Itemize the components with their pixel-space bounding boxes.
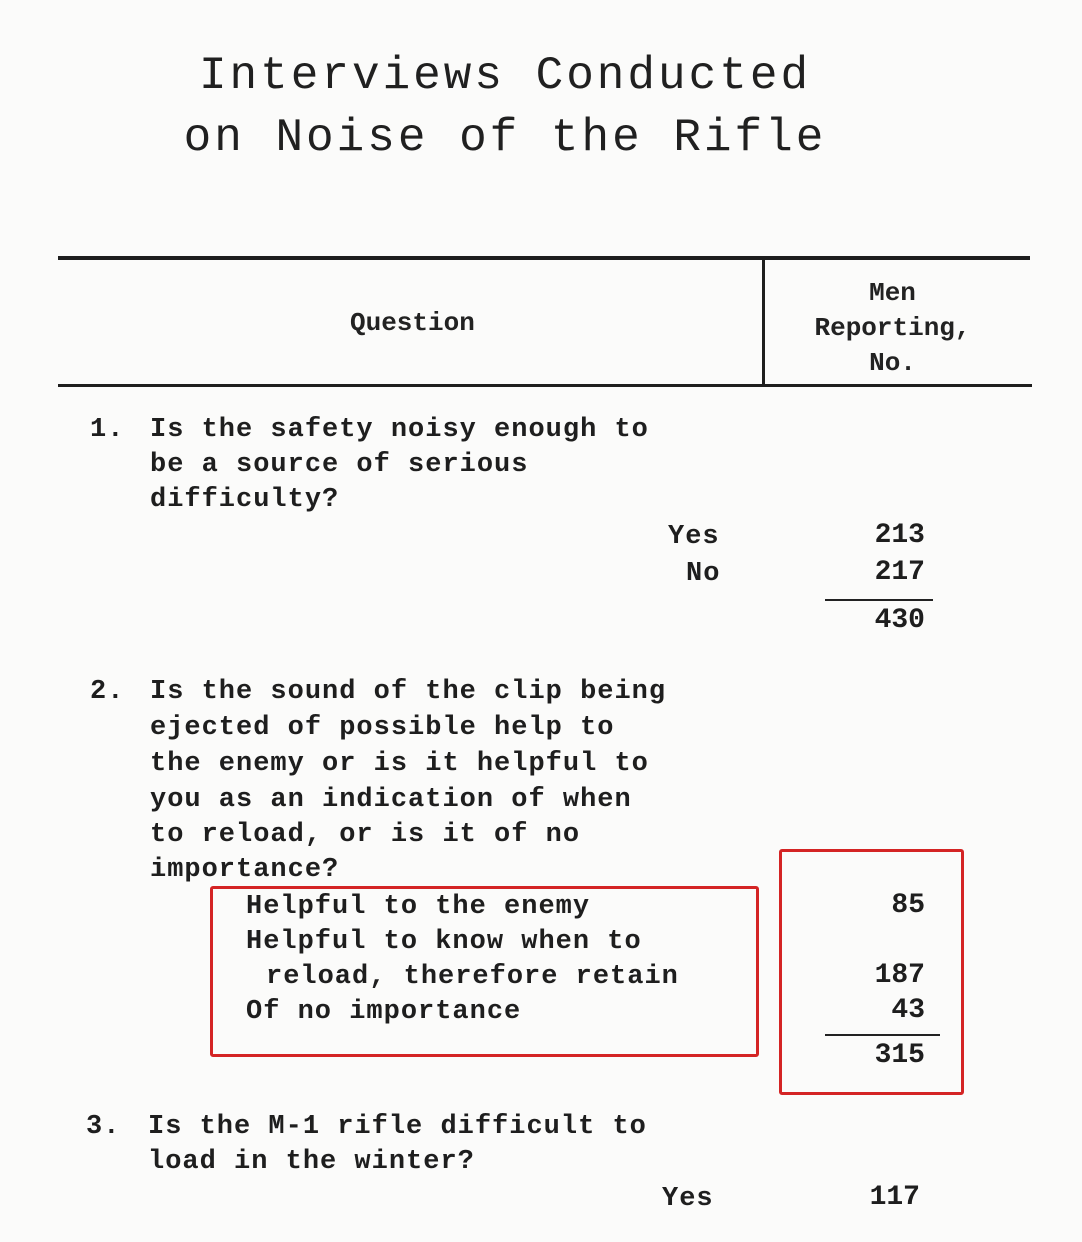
question-3-line-1: Is the M-1 rifle difficult to (148, 1112, 647, 1142)
question-1-sum-rule (825, 599, 933, 601)
title-line-2: on Noise of the Rifle (183, 112, 827, 164)
header-men-line3: No. (869, 348, 916, 378)
table-top-rule (58, 256, 1030, 260)
highlight-box-counts (779, 849, 964, 1095)
question-1-line-2: be a source of serious (150, 450, 529, 480)
question-3-answer-yes-count: 117 (869, 1182, 920, 1213)
header-men-reporting (765, 276, 1020, 381)
question-2-answer-reload-label-2: reload, therefore retain (266, 962, 679, 992)
question-2-line-6: importance? (150, 855, 340, 885)
question-1-line-1: Is the safety noisy enough to (150, 415, 649, 445)
header-men-line2: Reporting, (814, 313, 971, 343)
highlight-box-answers (210, 886, 759, 1057)
question-2-line-1: Is the sound of the clip being (150, 677, 667, 707)
question-2-line-5: to reload, or is it of no (150, 820, 581, 850)
question-1-number: 1. (90, 415, 125, 445)
question-2-answer-no-importance-count: 43 (891, 995, 925, 1026)
question-2-answer-enemy-count: 85 (891, 890, 925, 921)
question-2-total: 315 (874, 1040, 925, 1071)
header-bottom-rule (58, 384, 1032, 387)
question-2-line-2: ejected of possible help to (150, 713, 615, 743)
question-1-line-3: difficulty? (150, 485, 340, 515)
question-1-answer-yes-label: Yes (668, 522, 720, 552)
question-1-answer-yes-count: 213 (874, 520, 925, 551)
question-1-total: 430 (874, 605, 925, 636)
question-2-line-3: the enemy or is it helpful to (150, 749, 649, 779)
title-line-1: Interviews Conducted (198, 50, 812, 102)
question-3-number: 3. (86, 1112, 121, 1142)
header-question: Question (350, 308, 475, 338)
question-3-answer-yes-label: Yes (662, 1184, 714, 1214)
question-2-number: 2. (90, 677, 125, 707)
question-2-answer-reload-count: 187 (874, 960, 925, 991)
question-1-answer-no-label: No (686, 559, 721, 589)
question-2-line-4: you as an indication of when (150, 785, 632, 815)
question-3-line-2: load in the winter? (148, 1147, 475, 1177)
question-1-answer-no-count: 217 (874, 557, 925, 588)
question-2-answer-no-importance-label: Of no importance (246, 997, 522, 1027)
header-men-line1: Men (869, 278, 916, 308)
question-2-answer-reload-label-1: Helpful to know when to (246, 927, 642, 957)
question-2-answer-enemy-label: Helpful to the enemy (246, 892, 591, 922)
